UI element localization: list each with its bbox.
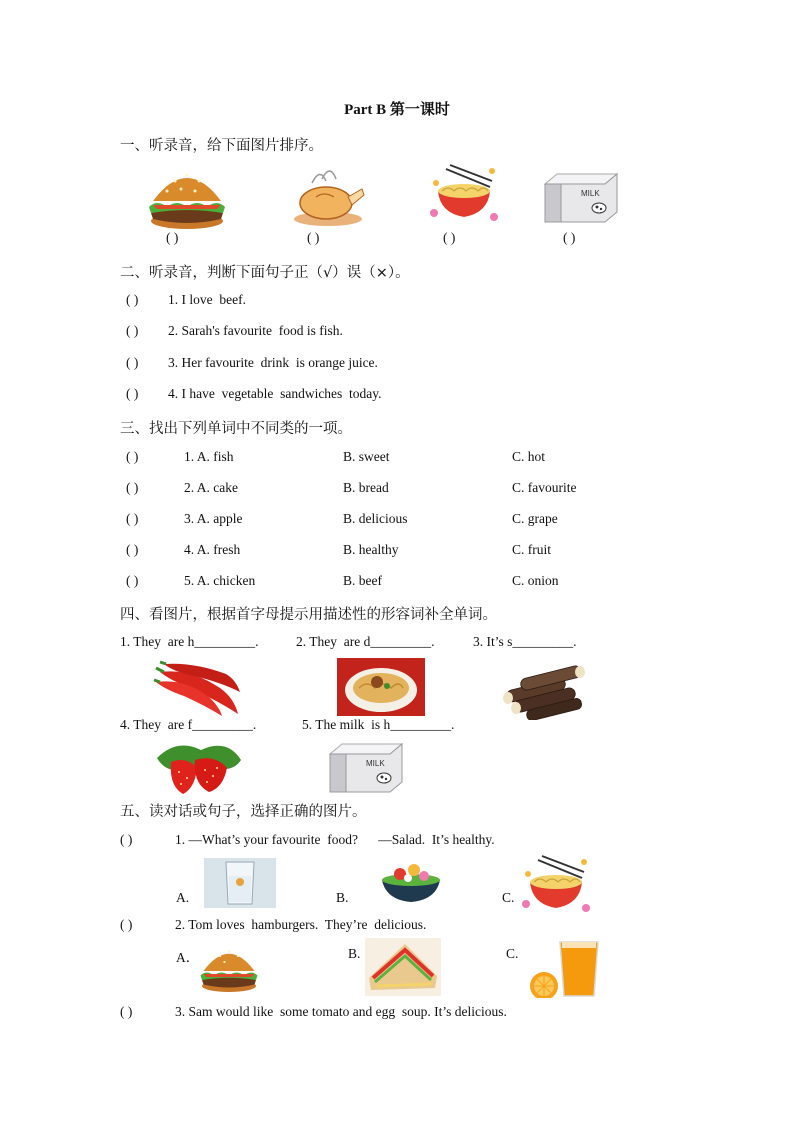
section-5-heading: 五、读对话或句子，选择正确的图片。: [120, 804, 367, 820]
answer-blank[interactable]: ( ): [126, 542, 139, 557]
option-label: A.: [176, 890, 190, 905]
option-c: C. fruit: [512, 542, 551, 557]
milk-carton-icon: [326, 740, 404, 794]
hamburger-icon[interactable]: [199, 942, 259, 994]
option-b: B. beef: [343, 573, 382, 588]
statement-1: 1. I love beef.: [168, 292, 246, 307]
statement-4: 4. I have vegetable sandwiches today.: [168, 386, 382, 401]
option-label: C.: [506, 946, 519, 961]
answer-blank[interactable]: ( ): [126, 292, 139, 307]
option-b: B. delicious: [343, 511, 408, 526]
page-title: Part B 第一课时: [344, 102, 450, 118]
answer-blank[interactable]: ( ): [120, 1004, 133, 1019]
sandwich-icon[interactable]: [365, 938, 441, 996]
statement-2: 2. Sarah's favourite food is fish.: [168, 323, 343, 338]
answer-blank[interactable]: ( ): [126, 449, 139, 464]
fill-in-4[interactable]: 4. They are f_________.: [120, 717, 257, 732]
option-label: B.: [348, 946, 361, 961]
fill-in-2[interactable]: 2. They are d_________.: [296, 634, 435, 649]
option-a: 5. A. chicken: [184, 573, 256, 588]
option-c: C. onion: [512, 573, 559, 588]
answer-blank[interactable]: ( ): [126, 573, 139, 588]
option-b: B. bread: [343, 480, 389, 495]
answer-blank[interactable]: ( ): [126, 386, 139, 401]
question-1: 1. —What’s your favourite food? —Salad. It’s healthy.: [175, 832, 495, 847]
hamburger-icon: [147, 163, 227, 231]
answer-blank[interactable]: ( ): [126, 480, 139, 495]
answer-blank[interactable]: ( ): [120, 917, 133, 932]
salad-bowl-icon[interactable]: [378, 858, 444, 904]
statement-3: 3. Her favourite drink is orange juice.: [168, 355, 378, 370]
option-label: C.: [502, 890, 515, 905]
option-a: 2. A. cake: [184, 480, 238, 495]
question-3: 3. Sam would like some tomato and egg soup. It’s delicious.: [175, 1004, 507, 1019]
option-label: B.: [336, 890, 349, 905]
answer-blank[interactable]: ( ): [166, 230, 179, 245]
section-4-heading: 四、看图片，根据首字母提示用描述性的形容词补全单词。: [120, 607, 497, 623]
answer-blank[interactable]: ( ): [563, 230, 576, 245]
option-c: C. grape: [512, 511, 558, 526]
roast-chicken-icon: [290, 161, 366, 229]
fill-in-1[interactable]: 1. They are h_________.: [120, 634, 259, 649]
answer-blank[interactable]: ( ): [126, 511, 139, 526]
milk-label: MILK: [366, 759, 385, 768]
section-1-heading: 一、听录音，给下面图片排序。: [120, 138, 323, 154]
answer-blank[interactable]: ( ): [307, 230, 320, 245]
answer-blank[interactable]: ( ): [126, 355, 139, 370]
milk-carton-icon: [541, 170, 619, 224]
option-a: 4. A. fresh: [184, 542, 241, 557]
fill-in-5[interactable]: 5. The milk is h_________.: [302, 717, 455, 732]
noodles-icon[interactable]: [520, 854, 592, 918]
option-c: C. favourite: [512, 480, 577, 495]
option-b: B. healthy: [343, 542, 399, 557]
noodle-bowl-icon: [337, 658, 425, 716]
chili-peppers-icon: [150, 658, 242, 718]
milk-label: MILK: [581, 189, 600, 198]
option-a: 1. A. fish: [184, 449, 234, 464]
section-3-heading: 三、找出下列单词中不同类的一项。: [120, 421, 352, 437]
noodles-icon: [428, 163, 500, 227]
sugarcane-icon: [500, 658, 590, 720]
glass-of-water-icon[interactable]: [204, 858, 276, 908]
option-label: A．: [176, 950, 200, 965]
option-b: B. sweet: [343, 449, 390, 464]
option-a: 3. A. apple: [184, 511, 243, 526]
question-2: 2. Tom loves hamburgers. They’re delicious.: [175, 917, 427, 932]
answer-blank[interactable]: ( ): [443, 230, 456, 245]
option-c: C. hot: [512, 449, 546, 464]
answer-blank[interactable]: ( ): [120, 832, 133, 847]
strawberries-icon: [157, 738, 241, 796]
answer-blank[interactable]: ( ): [126, 323, 139, 338]
fill-in-3[interactable]: 3. It’s s_________.: [473, 634, 577, 649]
section-2-heading: 二、听录音，判断下面句子正（√）误（×）。: [120, 265, 410, 281]
orange-juice-icon[interactable]: [526, 940, 602, 998]
